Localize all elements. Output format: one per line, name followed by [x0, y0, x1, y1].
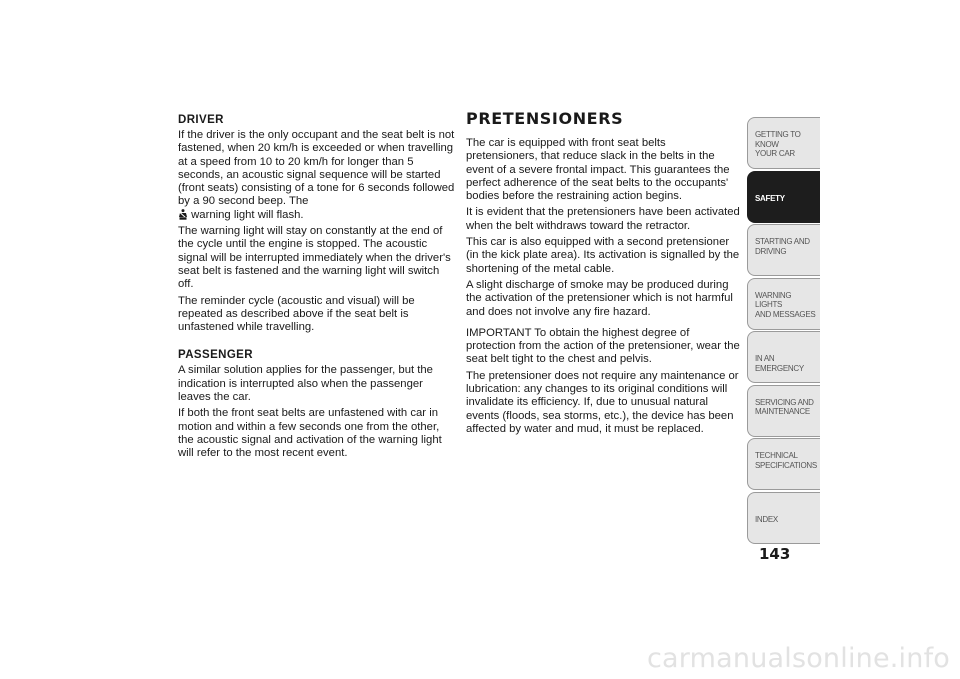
passenger-paragraph-1: A similar solution applies for the passenger, but the indication is interrupted also when the passenger leaves the car.	[178, 364, 433, 404]
driver-paragraph-1-end: warning light will flash.	[188, 208, 304, 221]
tab-label: SAFETY	[755, 193, 785, 203]
tab-safety[interactable]	[747, 171, 820, 223]
tab-label: WARNING LIGHTS AND MESSAGES	[755, 290, 816, 319]
driver-paragraph-3: The reminder cycle (acoustic and visual) will be repeated as described above if the seat belt is unfastened while travelling.	[178, 294, 415, 334]
pretensioners-paragraph-3: This car is also equipped with a second pretensioner (in the kick plate area). Its activation is signalled by the shortening of the metal cable.	[466, 236, 740, 275]
tab-label: GETTING TO KNOW YOUR CAR	[755, 130, 801, 158]
left-column	[178, 113, 456, 464]
driver-paragraph-1	[178, 129, 456, 222]
seat-belt-warning-icon	[178, 209, 188, 220]
pretensioners-heading: PRETENSIONERS	[466, 109, 624, 128]
pretensioners-paragraph-6: The pretensioner does not require any maintenance or lubrication: any changes to its original conditions will invalidate its efficiency. If, due to unusual natural events (floods, sea storms, etc.), the device has been affected by water and mud, it must be replaced.	[466, 369, 739, 435]
pretensioners-paragraph-4: A slight discharge of smoke may be produced during the activation of the pretensioner which is not harmful and does not involve any fire hazard.	[466, 278, 733, 318]
tab-technical[interactable]	[747, 438, 820, 490]
right-column	[466, 109, 740, 439]
tab-emergency[interactable]	[747, 331, 820, 383]
pretensioners-paragraph-1: The car is equipped with front seat belts pretensioners, that reduce slack in the belts in the event of a severe frontal impact. This guarantees the perfect adherence of the seat belts to the occupants' bodies before the restraining action begins.	[466, 137, 730, 203]
driver-paragraph-2: The warning light will stay on constantly at the end of the cycle until the engine is stopped. The acoustic signal will be interrupted immediately when the driver's seat belt is fastened and the warning light will switch off.	[178, 225, 451, 291]
tab-starting-driving[interactable]	[747, 224, 820, 276]
watermark: carmanualsonline.info	[647, 643, 950, 674]
pretensioners-important: IMPORTANT To obtain the highest degree of protection from the action of the pretensioner, wear the seat belt tight to the chest and pelvis.	[466, 326, 740, 366]
tab-servicing[interactable]	[747, 385, 820, 437]
tab-warning-lights[interactable]	[747, 278, 820, 330]
passenger-paragraph-2: If both the front seat belts are unfastened with car in motion and within a few seconds one from the other, the acoustic signal and activation of the warning light will refer to the most recent event.	[178, 407, 442, 460]
tab-getting-to-know[interactable]	[747, 117, 820, 169]
tab-label: INDEX	[755, 514, 778, 524]
driver-paragraph-1-text: If the driver is the only occupant and the seat belt is not fastened, when 20 km/h is exceeded or when travelling at a speed from 10 to 20 km/h for longer than 5 seconds, an acoustic signal sequence will be started (front seats) consisting of a tone for 6 seconds followed by a 90 second beep. The	[178, 129, 455, 208]
pretensioners-paragraph-2: It is evident that the pretensioners have been activated when the belt withdraws toward the retractor.	[466, 206, 740, 232]
section-tabs	[747, 117, 820, 545]
passenger-heading: PASSENGER	[178, 349, 253, 362]
tab-label: STARTING AND DRIVING	[755, 237, 810, 256]
page-number: 143	[759, 545, 791, 563]
driver-heading: DRIVER	[178, 114, 224, 126]
tab-label: SERVICING AND MAINTENANCE	[755, 397, 814, 416]
tab-index[interactable]	[747, 492, 820, 544]
tab-label: IN AN EMERGENCY	[755, 354, 804, 373]
tab-label: TECHNICAL SPECIFICATIONS	[755, 451, 817, 470]
